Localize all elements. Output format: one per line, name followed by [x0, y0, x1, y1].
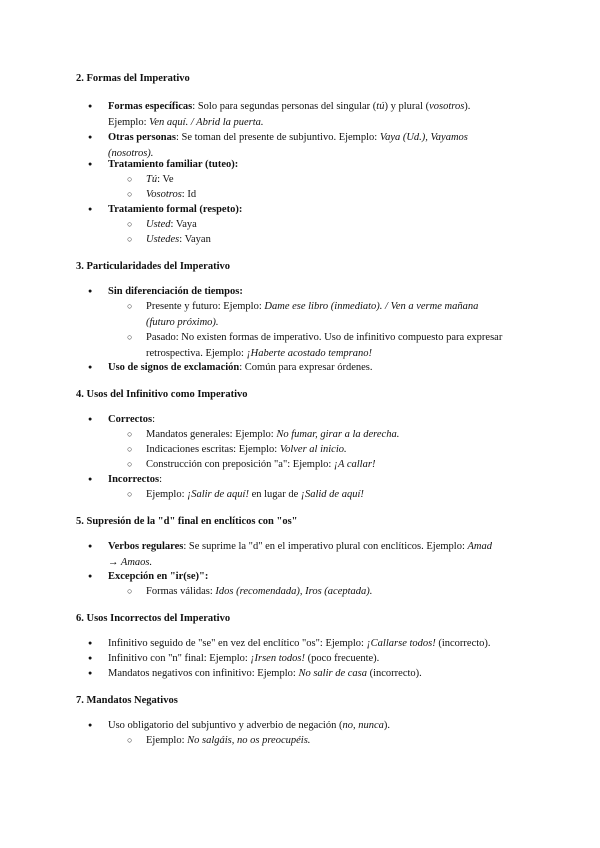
section-4-heading: 4. Usos del Infinitivo como Imperativo [76, 389, 248, 400]
bullet [88, 130, 100, 147]
sub-bullet: ○ [127, 332, 133, 342]
sub-bullet: ○ [127, 189, 133, 199]
list-item: Verbos regulares: Se suprime la "d" en el imperativo plural con enclíticos. Ejemplo: Amad → Amaos. [108, 541, 492, 568]
list-item: Tratamiento familiar (tuteo): [108, 159, 239, 170]
bullet [88, 360, 100, 377]
sub-item: Presente y futuro: Ejemplo: Dame ese libro (inmediato). / Ven a verme mañana (futuro próximo). [146, 301, 479, 328]
section-7-heading: 7. Mandatos Negativos [76, 695, 178, 706]
bullet [88, 718, 100, 735]
bullet [88, 539, 100, 556]
sub-bullet: ○ [127, 735, 133, 745]
bullet [88, 666, 100, 683]
sub-bullet: ○ [127, 234, 133, 244]
list-item: Excepción en "ir(se)": [108, 571, 209, 582]
sub-item: Pasado: No existen formas de imperativo. Uso de infinitivo compuesto para expresar retrospectiva. Ejemplo: ¡Haberte acostado temprano! [146, 332, 503, 359]
section-2-heading: 2. Formas del Imperativo [76, 73, 190, 84]
list-item: Sin diferenciación de tiempos: [108, 286, 243, 297]
sub-item: Mandatos generales: Ejemplo: No fumar, girar a la derecha. [146, 429, 400, 440]
bullet [88, 412, 100, 429]
bullet [88, 284, 100, 301]
sub-bullet: ○ [127, 586, 133, 596]
sub-bullet: ○ [127, 459, 133, 469]
list-item: Mandatos negativos con infinitivo: Ejemplo: No salir de casa (incorrecto). [108, 668, 422, 679]
bullet [88, 569, 100, 586]
sub-item: Formas válidas: Idos (recomendada), Iros (aceptada). [146, 586, 373, 597]
bullet [88, 157, 100, 174]
sub-bullet: ○ [127, 444, 133, 454]
sub-bullet: ○ [127, 301, 133, 311]
sub-bullet: ○ [127, 174, 133, 184]
sub-item: Ejemplo: No salgáis, no os preocupéis. [146, 735, 311, 746]
sub-item: Ustedes: Vayan [146, 234, 211, 245]
bullet [88, 202, 100, 219]
list-item: Tratamiento formal (respeto): [108, 204, 243, 215]
list-item: Formas específicas: Solo para segundas personas del singular (tú) y plural (vosotros). Ejemplo: Ven aquí. / Abrid la puerta. [108, 101, 471, 128]
sub-bullet: ○ [127, 219, 133, 229]
sub-item: Indicaciones escritas: Ejemplo: Volver al inicio. [146, 444, 347, 455]
bullet [88, 99, 100, 116]
sub-item: Ejemplo: ¡Salir de aquí! en lugar de ¡Salid de aquí! [146, 489, 364, 500]
sub-bullet: ○ [127, 429, 133, 439]
sub-item: Usted: Vaya [146, 219, 197, 230]
list-item: Incorrectos: [108, 474, 163, 485]
sub-bullet: ○ [127, 489, 133, 499]
sub-item: Tú: Ve [146, 174, 174, 185]
list-item: Uso de signos de exclamación: Común para expresar órdenes. [108, 362, 373, 373]
section-6-heading: 6. Usos Incorrectos del Imperativo [76, 613, 231, 624]
list-item: Otras personas: Se toman del presente de subjuntivo. Ejemplo: Vaya (Ud.), Vayamos (nosotros). [108, 132, 468, 159]
sub-item: Vosotros: Id [146, 189, 197, 200]
sub-item: Construcción con preposición "a": Ejemplo: ¡A callar! [146, 459, 376, 470]
list-item: Uso obligatorio del subjuntivo y adverbio de negación (no, nunca). [108, 720, 390, 731]
bullet [88, 472, 100, 489]
list-item: Infinitivo seguido de "se" en vez del enclítico "os": Ejemplo: ¡Callarse todos! (incorrecto). [108, 638, 491, 649]
list-item: Correctos: [108, 414, 156, 425]
section-5-heading: 5. Supresión de la "d" final en enclíticos con "os" [76, 516, 298, 527]
section-3-heading: 3. Particularidades del Imperativo [76, 261, 230, 272]
list-item: Infinitivo con "n" final: Ejemplo: ¡Irsen todos! (poco frecuente). [108, 653, 380, 664]
